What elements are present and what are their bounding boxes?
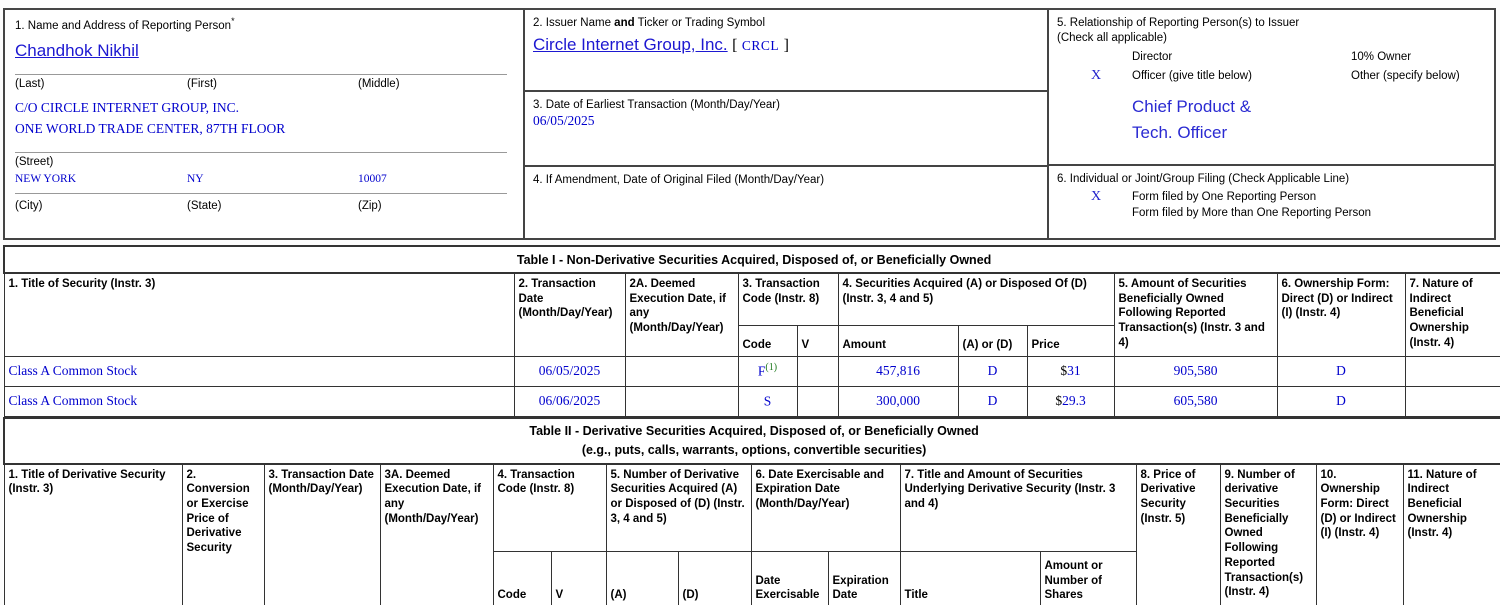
t2-header-transaction-code: 4. Transaction Code (Instr. 8) — [493, 464, 606, 552]
issuer-label-post: Ticker or Trading Symbol — [634, 17, 766, 29]
t1-subheader-v: V — [797, 325, 838, 356]
t1-header-transaction-date: 2. Transaction Date (Month/Day/Year) — [514, 273, 625, 356]
footnote-1-link[interactable]: (1) — [765, 362, 778, 374]
t2-header-derivative-title: 1. Title of Derivative Security (Instr. 3) — [4, 464, 182, 605]
divider — [15, 152, 507, 153]
ticker-bracket-close: ] — [783, 36, 789, 54]
city-value: NEW YORK — [15, 172, 77, 185]
t1-header-indirect-nature: 7. Nature of Indirect Beneficial Ownership (Instr. 4) — [1405, 273, 1500, 356]
t1-r2-v — [797, 386, 838, 416]
t1-r1-code-value: F — [757, 363, 766, 379]
t1-header-transaction-code: 3. Transaction Code (Instr. 8) — [738, 273, 838, 325]
officer-label: Officer (give title below) — [1132, 69, 1252, 82]
issuer-box — [523, 8, 1049, 92]
relationship-box — [1047, 8, 1496, 166]
table2-title-line2: (e.g., puts, calls, warrants, options, convertible securities) — [581, 442, 927, 457]
city-label: (City) — [15, 199, 43, 212]
ticker-symbol[interactable]: CRCL — [741, 37, 780, 53]
filing-type-label: 6. Individual or Joint/Group Filing (Check Applicable Line) — [1057, 172, 1350, 185]
t2-header-number-derivative: 5. Number of Derivative Securities Acquired (A) or Disposed of (D) (Instr. 3, 4 and 5) — [606, 464, 751, 552]
t1-r1-price-value: 31 — [1067, 363, 1081, 378]
more-persons-checkbox[interactable] — [1091, 205, 1132, 219]
relationship-column — [1047, 8, 1496, 240]
t1-r1-v — [797, 356, 838, 386]
t1-r2-amount: 300,000 — [838, 386, 958, 416]
relationship-label-line2: (Check all applicable) — [1057, 31, 1167, 44]
director-checkbox[interactable] — [1091, 49, 1132, 63]
t1-r1-price — [1027, 356, 1114, 386]
t2-header-underlying-securities: 7. Title and Amount of Securities Underlying Derivative Security (Instr. 3 and 4) — [900, 464, 1136, 552]
t2-subheader-amount-shares: Amount or Number of Shares — [1040, 552, 1136, 605]
issuer-label-and: and — [614, 17, 635, 29]
t2-header-indirect-nature: 11. Nature of Indirect Beneficial Ownership (Instr. 4) — [1403, 464, 1500, 605]
t2-subheader-a: (A) — [606, 552, 678, 605]
t2-subheader-code: Code — [493, 552, 551, 605]
reporting-person-label — [15, 16, 513, 34]
t1-r1-owned: 905,580 — [1114, 356, 1277, 386]
table2-derivative — [3, 417, 1500, 605]
t2-header-transaction-date: 3. Transaction Date (Month/Day/Year) — [264, 464, 380, 605]
table-row — [4, 356, 1500, 386]
table2-title-line1: Table II - Derivative Securities Acquired, Disposed of, or Beneficially Owned — [529, 423, 979, 438]
t1-r2-ownership: D — [1277, 386, 1405, 416]
issuer-label-pre: 2. Issuer Name — [533, 17, 615, 29]
reporting-person-box — [3, 8, 525, 240]
relationship-label-line1: 5. Relationship of Reporting Person(s) to Issuer — [1057, 17, 1300, 29]
t1-header-amount-owned: 5. Amount of Securities Beneficially Owned Following Reported Transaction(s) (Instr. 3 and 4) — [1114, 273, 1277, 356]
other-label: Other (specify below) — [1351, 69, 1460, 82]
t1-r2-code — [738, 386, 797, 416]
middle-label: (Middle) — [358, 77, 400, 90]
t1-subheader-amount: Amount — [838, 325, 958, 356]
t1-r2-indirect — [1405, 386, 1500, 416]
t1-r2-a-or-d: D — [958, 386, 1027, 416]
t2-subheader-v: V — [551, 552, 606, 605]
currency-sign: $ — [1055, 393, 1063, 408]
t1-header-deemed-execution-date: 2A. Deemed Execution Date, if any (Month/Day/Year) — [625, 273, 738, 356]
zip-label: (Zip) — [358, 199, 382, 212]
t1-r2-date: 06/06/2025 — [514, 386, 625, 416]
table2-title — [4, 418, 1500, 464]
t2-header-conversion-price: 2. Conversion or Exercise Price of Derivative Security — [182, 464, 264, 605]
asterisk: * — [231, 16, 235, 26]
state-label: (State) — [187, 199, 222, 212]
more-persons-label: Form filed by More than One Reporting Person — [1132, 206, 1372, 219]
t1-r1-code — [738, 356, 797, 386]
earliest-transaction-label: 3. Date of Earliest Transaction (Month/Day/Year) — [533, 99, 780, 111]
t1-r1-amount: 457,816 — [838, 356, 958, 386]
t1-r1-security: Class A Common Stock — [4, 356, 514, 386]
one-person-label: Form filed by One Reporting Person — [1132, 190, 1317, 203]
director-label: Director — [1132, 50, 1173, 63]
t1-r1-ownership: D — [1277, 356, 1405, 386]
t1-r2-security: Class A Common Stock — [4, 386, 514, 416]
t1-r2-owned: 605,580 — [1114, 386, 1277, 416]
ticker-bracket-open: [ — [732, 36, 738, 54]
ten-percent-owner-label: 10% Owner — [1351, 50, 1412, 63]
t2-header-number-owned: 9. Number of derivative Securities Beneficially Owned Following Reported Transaction(s) (Instr. 4) — [1220, 464, 1316, 605]
earliest-transaction-box — [523, 90, 1049, 167]
issuer-link[interactable]: Circle Internet Group, Inc. — [533, 34, 728, 54]
amendment-box — [523, 165, 1049, 240]
t1-header-ownership-form: 6. Ownership Form: Direct (D) or Indirect (I) (Instr. 4) — [1277, 273, 1405, 356]
table1-non-derivative — [3, 245, 1500, 417]
last-label: (Last) — [15, 77, 45, 90]
t2-subheader-expiration-date: Expiration Date — [828, 552, 900, 605]
t1-header-securities-acquired: 4. Securities Acquired (A) or Disposed Of (D) (Instr. 3, 4 and 5) — [838, 273, 1114, 325]
t1-r1-exec-date — [625, 356, 738, 386]
t1-subheader-code: Code — [738, 325, 797, 356]
reporting-person-label-text: 1. Name and Address of Reporting Person — [15, 19, 232, 32]
officer-checkbox[interactable]: X — [1091, 67, 1102, 83]
t1-subheader-price: Price — [1027, 325, 1114, 356]
divider — [15, 74, 507, 75]
t1-r2-exec-date — [625, 386, 738, 416]
first-label: (First) — [187, 77, 218, 90]
officer-title — [1132, 94, 1486, 146]
street-label: (Street) — [15, 155, 54, 168]
one-person-checkbox[interactable]: X — [1091, 188, 1102, 204]
filing-type-box — [1047, 164, 1496, 240]
t2-subheader-date-exercisable: Date Exercisable — [751, 552, 828, 605]
state-value: NY — [187, 172, 204, 185]
zip-value: 10007 — [358, 172, 387, 185]
t1-r2-code-value: S — [763, 393, 772, 409]
t1-subheader-a-or-d: (A) or (D) — [958, 325, 1027, 356]
issuer-column — [523, 8, 1049, 240]
divider — [15, 193, 507, 194]
t1-r2-price — [1027, 386, 1114, 416]
table1-title: Table I - Non-Derivative Securities Acquired, Disposed of, or Beneficially Owned — [4, 246, 1500, 273]
t2-header-deemed-execution-date: 3A. Deemed Execution Date, if any (Month/Day/Year) — [380, 464, 493, 605]
t1-r1-a-or-d: D — [958, 356, 1027, 386]
address-line-1: C/O CIRCLE INTERNET GROUP, INC. — [15, 99, 240, 115]
officer-title-line2: Tech. Officer — [1132, 122, 1228, 142]
t2-header-ownership-form: 10. Ownership Form: Direct (D) or Indirect (I) (Instr. 4) — [1316, 464, 1403, 605]
currency-sign: $ — [1060, 363, 1068, 378]
t2-subheader-title: Title — [900, 552, 1040, 605]
t2-header-price-derivative: 8. Price of Derivative Security (Instr. 5) — [1136, 464, 1220, 605]
t2-subheader-d: (D) — [678, 552, 751, 605]
officer-title-line1: Chief Product & — [1132, 96, 1252, 116]
amendment-label: 4. If Amendment, Date of Original Filed (Month/Day/Year) — [533, 174, 825, 186]
t1-r1-date: 06/05/2025 — [514, 356, 625, 386]
earliest-transaction-date: 06/05/2025 — [533, 112, 595, 128]
table-row — [4, 386, 1500, 416]
t1-r1-indirect — [1405, 356, 1500, 386]
t2-header-exercisable-expiration: 6. Date Exercisable and Expiration Date (Month/Day/Year) — [751, 464, 900, 552]
address-line-2: ONE WORLD TRADE CENTER, 87TH FLOOR — [15, 120, 286, 136]
form-header-section — [3, 8, 1497, 240]
reporting-person-link[interactable]: Chandhok Nikhil — [15, 40, 139, 60]
t1-r2-price-value: 29.3 — [1062, 393, 1086, 408]
t1-header-security-title: 1. Title of Security (Instr. 3) — [4, 273, 514, 356]
